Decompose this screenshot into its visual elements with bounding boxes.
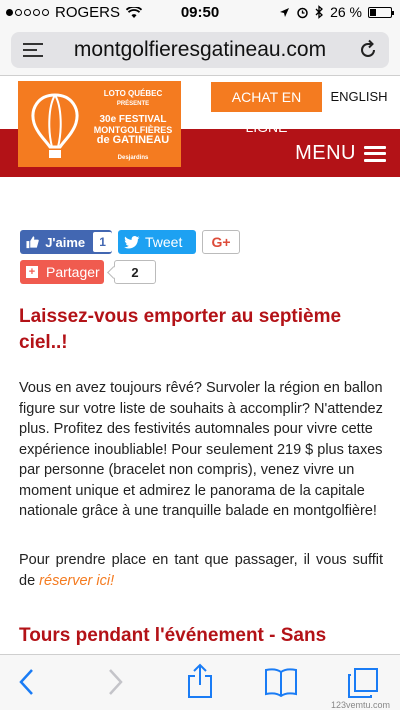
site-header — [0, 77, 400, 177]
article-heading: Laissez-vous emporter au septième ciel..! — [19, 306, 342, 353]
twitter-bird-icon — [124, 236, 140, 249]
google-plus-button[interactable]: G+ — [202, 230, 240, 254]
achat-en-ligne-button[interactable]: ACHAT EN LIGNE — [211, 82, 322, 112]
browser-chrome — [0, 26, 400, 76]
partager-label: Partager — [46, 264, 100, 280]
tweet-button[interactable] — [118, 230, 196, 254]
social-buttons — [20, 230, 240, 254]
balloon-icon — [26, 91, 84, 161]
logo-text — [88, 89, 178, 163]
status-right — [279, 4, 392, 20]
logo-line-gatineau: de GATINEAU — [96, 134, 170, 146]
logo-line-presente: PRÉSENTE — [116, 101, 150, 107]
status-bar — [0, 0, 400, 26]
page-content — [0, 177, 400, 654]
bookmarks-icon[interactable] — [264, 667, 298, 697]
facebook-like-button[interactable] — [20, 230, 112, 254]
facebook-like-label: J'aime — [45, 234, 86, 250]
back-icon[interactable] — [16, 667, 38, 697]
url-bar[interactable] — [11, 32, 389, 68]
logo-line-montgolfieres: MONTGOLFIÈRES — [93, 125, 173, 135]
location-arrow-icon — [279, 7, 290, 18]
tours-heading: Tours pendant l'événement - Sans — [19, 625, 327, 646]
festival-logo[interactable] — [18, 81, 181, 167]
hamburger-icon — [364, 146, 386, 162]
facebook-like-count: 1 — [93, 232, 112, 252]
forward-icon[interactable] — [104, 667, 126, 697]
tweet-label: Tweet — [145, 234, 183, 250]
menu-label: MENU — [295, 142, 356, 164]
reload-icon[interactable] — [357, 39, 379, 61]
bluetooth-icon — [315, 5, 324, 19]
plus-icon: + — [26, 266, 38, 278]
reserver-link[interactable]: réserver ici! — [39, 572, 115, 589]
share-icon[interactable] — [186, 663, 214, 699]
share-count: 2 — [114, 260, 156, 284]
logo-line-sponsor: LOTO QUÉBEC — [103, 89, 163, 98]
watermark: 123vemtu.com — [330, 700, 390, 710]
partager-button[interactable] — [20, 260, 104, 284]
battery-icon — [368, 7, 392, 18]
logo-line-desjardins: Desjardins — [117, 155, 149, 161]
tabs-icon[interactable] — [347, 667, 379, 699]
article-paragraph-1: Vous en avez toujours rêvé? Survoler la région en ballon figure sur votre liste de souhaits à accomplir? N'attendez plus. Profitez des festivités automnales pour vivre cette expérience inoubliable! Pour seulement 219 $ plus taxes par personne (bracelet non compris), venez vivre un moment unique et admirez le panorama de la capitale nationale grâce à une tranquille balade en montgolfière! — [19, 380, 383, 519]
battery-percent: 26 % — [330, 4, 362, 20]
carrier-name: ROGERS — [55, 4, 121, 21]
alarm-icon — [296, 6, 309, 19]
article-paragraph-2 — [19, 550, 383, 591]
url-text[interactable]: montgolfieresgatineau.com — [73, 38, 327, 61]
thumbs-up-icon — [26, 235, 39, 249]
menu-button[interactable] — [295, 142, 386, 165]
reader-view-icon[interactable] — [23, 43, 43, 57]
logo-line-festival: 30e FESTIVAL — [99, 114, 167, 125]
share-row — [20, 260, 156, 284]
english-link[interactable]: ENGLISH — [330, 89, 388, 104]
status-time: 09:50 — [180, 4, 220, 21]
paragraph-2-text: Pour prendre place en tant que passager, il vous suffit de — [19, 552, 383, 589]
